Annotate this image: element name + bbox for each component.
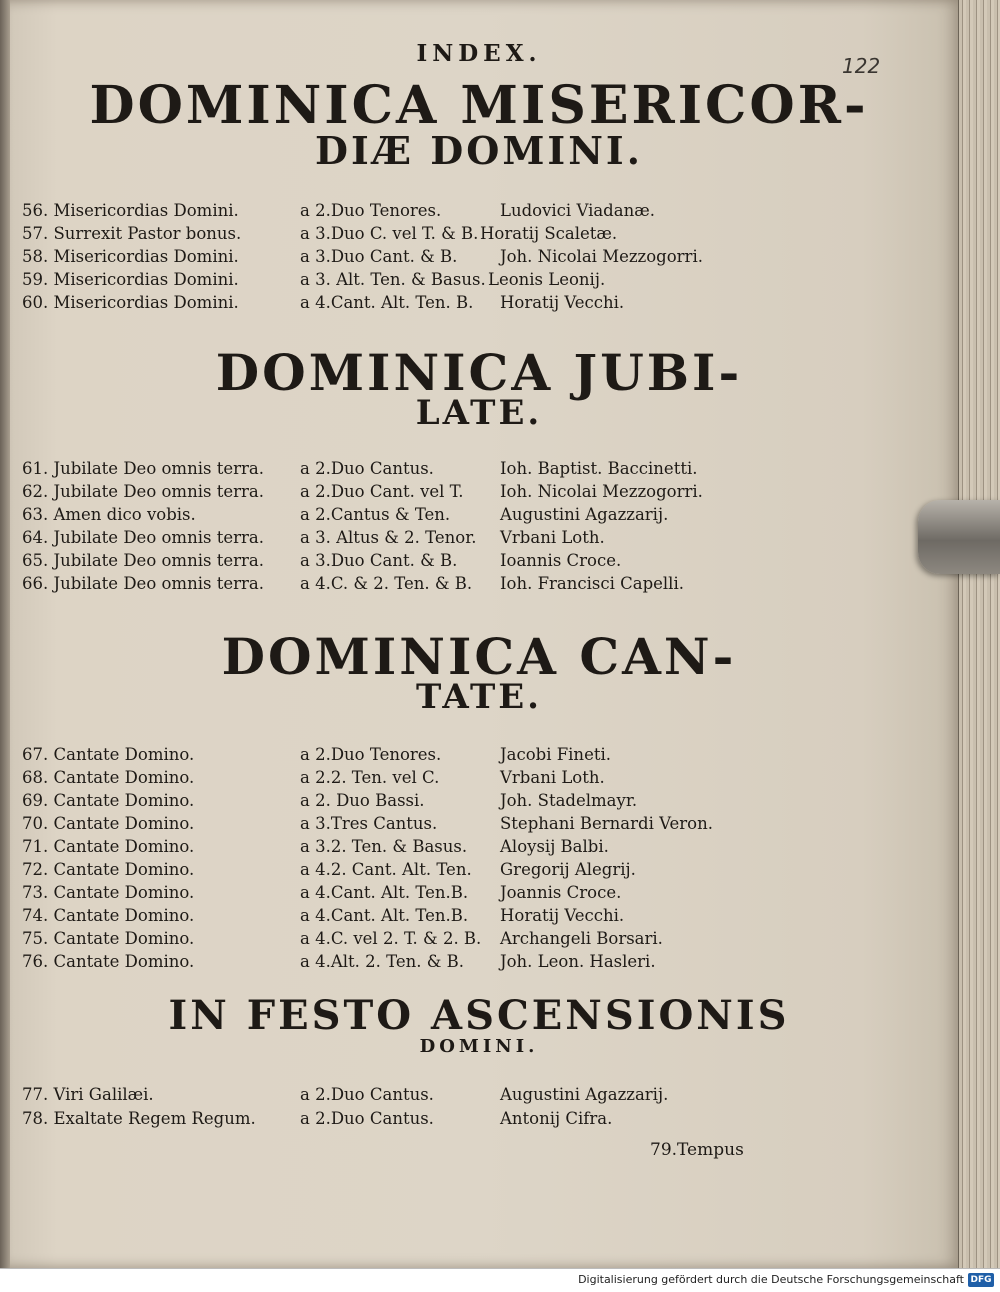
entry-title: 77. Viri Galilæi. (22, 1085, 154, 1104)
index-entry (22, 859, 922, 881)
entry-title: 76. Cantate Domino. (22, 952, 195, 971)
section-2-title-line-2: LATE. (415, 393, 543, 433)
index-entry (22, 951, 922, 973)
entry-composer: Horatij Vecchi. (500, 906, 625, 925)
entry-title: 56. Misericordias Domini. (22, 201, 239, 220)
entry-voices: a 4.C. & 2. Ten. & B. (300, 574, 473, 593)
entry-composer: Aloysij Balbi. (500, 837, 609, 856)
index-entry (22, 1084, 922, 1106)
entry-composer: Ioh. Francisci Capelli. (500, 574, 684, 593)
index-entry (22, 200, 922, 222)
entry-voices: a 2.Duo Cantus. (300, 1085, 434, 1104)
index-entry (22, 836, 922, 858)
entry-composer: Horatij Vecchi. (500, 293, 625, 312)
index-entry (22, 292, 922, 314)
entry-composer: Ioh. Baptist. Baccinetti. (500, 459, 698, 478)
entry-composer: Jacobi Fineti. (500, 745, 611, 764)
entry-voices: a 3.2. Ten. & Basus. (300, 837, 468, 856)
entry-title: 71. Cantate Domino. (22, 837, 195, 856)
entry-composer: Vrbani Loth. (500, 768, 605, 787)
section-2-title-line-1: DOMINICA JUBI- (215, 343, 743, 402)
entry-composer: Stephani Bernardi Veron. (500, 814, 713, 833)
entry-title: 67. Cantate Domino. (22, 745, 195, 764)
index-entry (22, 928, 922, 950)
index-entry (22, 744, 922, 766)
entry-title: 69. Cantate Domino. (22, 791, 195, 810)
section-4-title-line-1: IN FESTO ASCENSIONIS (168, 992, 790, 1039)
section-3-title-line-2: TATE. (415, 677, 542, 717)
entry-title: 70. Cantate Domino. (22, 814, 195, 833)
entry-title: 75. Cantate Domino. (22, 929, 195, 948)
entry-title: 62. Jubilate Deo omnis terra. (22, 482, 264, 501)
entry-composer: Gregorij Alegrij. (500, 860, 636, 879)
entry-voices: a 2.Duo Cantus. (300, 1109, 434, 1128)
footer-credit: Digitalisierung gefördert durch die Deutsche Forschungsgemeinschaft (578, 1273, 964, 1286)
entry-voices: a 3. Alt. Ten. & Basus. (300, 270, 486, 289)
index-entry (22, 882, 922, 904)
index-entry (22, 223, 922, 245)
index-entry (22, 905, 922, 927)
entry-voices: a 2.Duo Cantus. (300, 459, 434, 478)
entry-voices: a 4.Cant. Alt. Ten.B. (300, 883, 469, 902)
entry-composer: Ioannis Croce. (500, 551, 622, 570)
entry-title: 63. Amen dico vobis. (22, 505, 196, 524)
index-entry (22, 504, 922, 526)
footer-bar (0, 1268, 1000, 1292)
index-entry (22, 246, 922, 268)
entry-title: 73. Cantate Domino. (22, 883, 195, 902)
entry-voices: a 3.Duo Cant. & B. (300, 247, 458, 266)
index-entry (22, 458, 922, 480)
entry-composer: Antonij Cifra. (500, 1109, 613, 1128)
entry-composer: Vrbani Loth. (500, 528, 605, 547)
entry-title: 65. Jubilate Deo omnis terra. (22, 551, 264, 570)
index-entry (22, 550, 922, 572)
entry-title: 61. Jubilate Deo omnis terra. (22, 459, 264, 478)
index-entry (22, 1108, 922, 1130)
entry-composer: Joh. Nicolai Mezzogorri. (500, 247, 703, 266)
entry-voices: a 2.Duo Tenores. (300, 201, 442, 220)
catchword: 79.Tempus (650, 1140, 744, 1160)
entry-composer: Archangeli Borsari. (500, 929, 663, 948)
index-entry (22, 573, 922, 595)
entry-composer: Ludovici Viadanæ. (500, 201, 655, 220)
entry-composer: Leonis Leonij. (488, 270, 606, 289)
folio-number: 122 (842, 54, 881, 78)
entry-title: 66. Jubilate Deo omnis terra. (22, 574, 264, 593)
section-3-title-line-1: DOMINICA CAN- (221, 627, 737, 686)
entry-voices: a 2. Duo Bassi. (300, 791, 425, 810)
entry-title: 60. Misericordias Domini. (22, 293, 239, 312)
entry-title: 57. Surrexit Pastor bonus. (22, 224, 242, 243)
section-1-title-line-1: DOMINICA MISERICOR- (89, 75, 869, 136)
entry-composer: Joh. Stadelmayr. (500, 791, 638, 810)
entry-voices: a 3. Altus & 2. Tenor. (300, 528, 477, 547)
entry-composer: Horatij Scaletæ. (480, 224, 618, 243)
book-page-edges (958, 0, 1000, 1268)
entry-composer: Joannis Croce. (500, 883, 622, 902)
entry-composer: Augustini Agazzarij. (500, 505, 669, 524)
entry-voices: a 2.2. Ten. vel C. (300, 768, 440, 787)
index-entry (22, 767, 922, 789)
index-entry (22, 269, 922, 291)
entry-voices: a 2.Duo Cant. vel T. (300, 482, 464, 501)
entry-voices: a 2.Duo Tenores. (300, 745, 442, 764)
dfg-logo-icon: DFG (968, 1273, 994, 1287)
index-entry (22, 790, 922, 812)
entry-title: 78. Exaltate Regem Regum. (22, 1109, 256, 1128)
entry-composer: Augustini Agazzarij. (500, 1085, 669, 1104)
entry-composer: Ioh. Nicolai Mezzogorri. (500, 482, 703, 501)
section-4-title-line-2: DOMINI. (419, 1036, 539, 1057)
entry-title: 58. Misericordias Domini. (22, 247, 239, 266)
index-entry (22, 813, 922, 835)
book-clasp (918, 500, 1000, 574)
entry-voices: a 3.Tres Cantus. (300, 814, 438, 833)
entry-title: 59. Misericordias Domini. (22, 270, 239, 289)
section-1-title-line-2: DIÆ DOMINI. (315, 128, 643, 173)
entry-title: 64. Jubilate Deo omnis terra. (22, 528, 264, 547)
entry-composer: Joh. Leon. Hasleri. (500, 952, 656, 971)
entry-title: 74. Cantate Domino. (22, 906, 195, 925)
entry-voices: a 4.C. vel 2. T. & 2. B. (300, 929, 482, 948)
index-entry (22, 481, 922, 503)
entry-title: 68. Cantate Domino. (22, 768, 195, 787)
entry-voices: a 4.Alt. 2. Ten. & B. (300, 952, 465, 971)
entry-voices: a 3.Duo Cant. & B. (300, 551, 458, 570)
entry-title: 72. Cantate Domino. (22, 860, 195, 879)
entry-voices: a 4.Cant. Alt. Ten.B. (300, 906, 469, 925)
entry-voices: a 4.Cant. Alt. Ten. B. (300, 293, 474, 312)
entry-voices: a 4.2. Cant. Alt. Ten. (300, 860, 472, 879)
index-heading: INDEX. (416, 40, 542, 67)
entry-voices: a 2.Cantus & Ten. (300, 505, 451, 524)
entry-voices: a 3.Duo C. vel T. & B. (300, 224, 479, 243)
index-entry (22, 527, 922, 549)
